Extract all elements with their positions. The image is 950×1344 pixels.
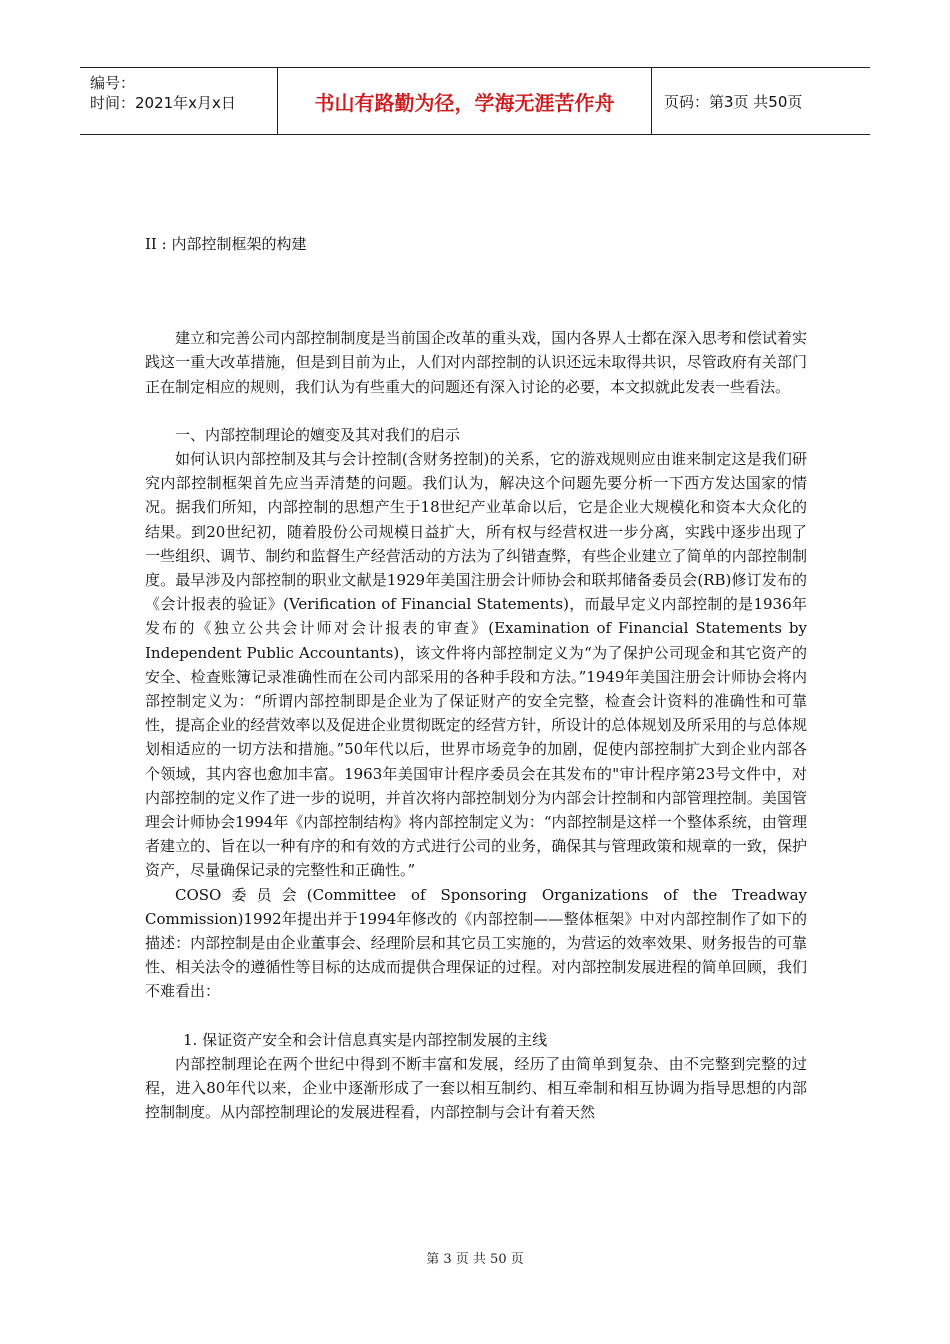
header-meta: [80, 68, 278, 134]
document-number-label: 编号：: [90, 74, 136, 92]
body-paragraph-1: 如何认识内部控制及其与会计控制(含财务控制)的关系，它的游戏规则应由谁来制定这是我们研究内部控制框架首先应当弄清楚的问题。我们认为，解决这个问题先要分析一下西方发达国家的情况。据我们所知，内部控制的思想产生于18世纪产业革命以后，它是企业大规模化和资本大众化的结果。到20世纪初，随着股份公司规模日益扩大，所有权与经营权进一步分离，实践中逐步出现了一些组织、调节、制约和监督生产经营活动的方法为了纠错查弊，有些企业建立了简单的内部控制制度。最早涉及内部控制的职业文献是1929年美国注册会计师协会和联邦储备委员会(RB)修订发布的《会计报表的验证》(Verification of Financial Statements)，而最早定义内部控制的是1936年发布的《独立公共会计师对会计报表的审查》(Examination of Financial Statements by Independent Public Accountants)，该文件将内部控制定义为“为了保护公司现金和其它资产的安全、检查账簿记录准确性而在公司内部采用的各种手段和方法。”1949年美国注册会计师协会将内部控制定义为：“所谓内部控制即是企业为了保证财产的安全完整，检查会计资料的准确性和可靠性，提高企业的经营效率以及促进企业贯彻既定的经营方针，所设计的总体规划及所采用的与总体规划相适应的一切方法和措施。”50年代以后，世界市场竞争的加剧，促使内部控制扩大到企业内部各个领域，其内容也愈加丰富。1963年美国审计程序委员会在其发布的"审计程序第23号文件中，对内部控制的定义作了进一步的说明，并首次将内部控制划分为内部会计控制和内部管理控制。美国管理会计师协会1994年《内部控制结构》将内部控制定义为：“内部控制是这样一个整体系统，由管理者建立的、旨在以一种有序的和有效的方式进行公司的业务，确保其与管理政策和规章的一致，保护资产，尽量确保记录的完整性和正确性。”: [145, 450, 807, 880]
section-heading-1: 一、内部控制理论的嬗变及其对我们的启示: [175, 425, 461, 444]
page-header: [80, 67, 870, 135]
body-paragraph-2: COSO委员会(Committee of Sponsoring Organizations of the Treadway Commission)1992年提出并于1994年修改的《内部控制——整体框架》中对内部控制作了如下的描述：内部控制是由企业董事会、经理阶层和其它员工实施的，为营运的效率效果、财务报告的可靠性、相关法令的遵循性等目标的达成而提供合理保证的过程。对内部控制发展进程的简单回顾，我们不难看出：: [145, 885, 807, 1001]
document-date: 时间：2021年x月x日: [90, 94, 236, 112]
body-paragraph-3: 内部控制理论在两个世纪中得到不断丰富和发展，经历了由简单到复杂、由不完整到完整的过程，进入80年代以来，企业中逐渐形成了一套以相互制约、相互牵制和相互协调为指导思想的内部控制制度。从内部控制理论的发展进程看，内部控制与会计有着天然: [145, 1054, 807, 1122]
intro-paragraph: 建立和完善公司内部控制制度是当前国企改革的重头戏，国内各界人士都在深入思考和偿试着实践这一重大改革措施，但是到目前为止，人们对内部控制的认识还远未取得共识，尽管政府有关部门正在制定相应的规则，我们认为有些重大的问题还有深入讨论的必要，本文拟就此发表一些看法。: [145, 329, 807, 396]
header-motto: 书山有路勤为径，学海无涯苦作舟: [278, 68, 652, 134]
numbered-heading-1: 1. 保证资产安全和会计信息真实是内部控制发展的主线: [183, 1030, 548, 1049]
header-page-info: 页码：第3页 共50页: [664, 92, 803, 111]
document-body: [145, 232, 807, 1125]
page-footer: 第 3 页 共 50 页: [426, 1252, 524, 1267]
section-title: II : 内部控制框架的构建: [145, 235, 307, 253]
